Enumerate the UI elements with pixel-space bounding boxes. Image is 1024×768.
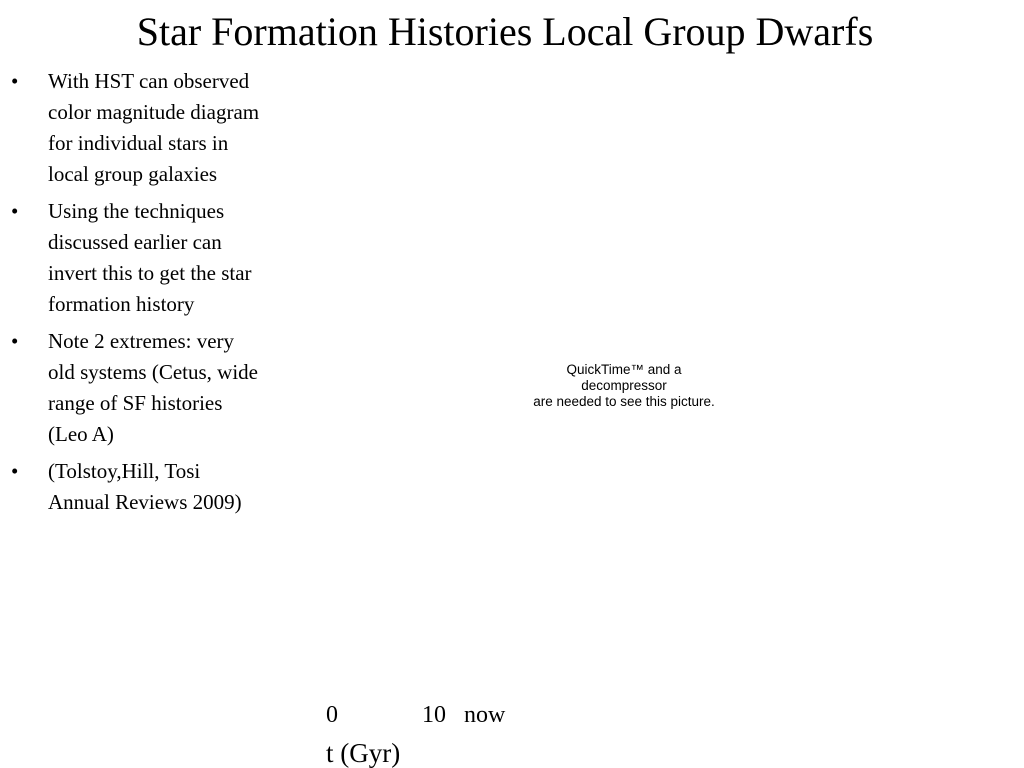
bullet-item: [6, 326, 262, 450]
bullet-item: [6, 456, 262, 518]
bullet-list: [6, 66, 262, 524]
bullet-item: [6, 66, 262, 190]
bullet-text: Note 2 extremes: very old systems (Cetus, wide range of SF histories (Leo A): [48, 329, 258, 446]
bullet-dot-icon: •: [11, 459, 19, 483]
placeholder-line: QuickTime™ and a: [566, 362, 682, 377]
time-axis-ticks: 0 10 now: [326, 702, 506, 728]
slide-title: Star Formation Histories Local Group Dwarfs: [136, 9, 874, 54]
bullet-dot-icon: •: [11, 199, 19, 223]
placeholder-line: decompressor: [581, 378, 667, 393]
bullet-text: (Tolstoy,Hill, Tosi Annual Reviews 2009): [48, 459, 242, 514]
bullet-text: With HST can observed color magnitude diagram for individual stars in local group galaxies: [48, 69, 260, 186]
bullet-text: Using the techniques discussed earlier can invert this to get the star formation history: [48, 199, 252, 316]
bullet-dot-icon: •: [11, 69, 19, 93]
time-axis-label: t (Gyr): [326, 738, 401, 768]
bullet-item: [6, 196, 262, 320]
bullet-dot-icon: •: [11, 329, 19, 353]
missing-picture-placeholder: [500, 362, 748, 410]
placeholder-line: are needed to see this picture.: [533, 394, 715, 409]
